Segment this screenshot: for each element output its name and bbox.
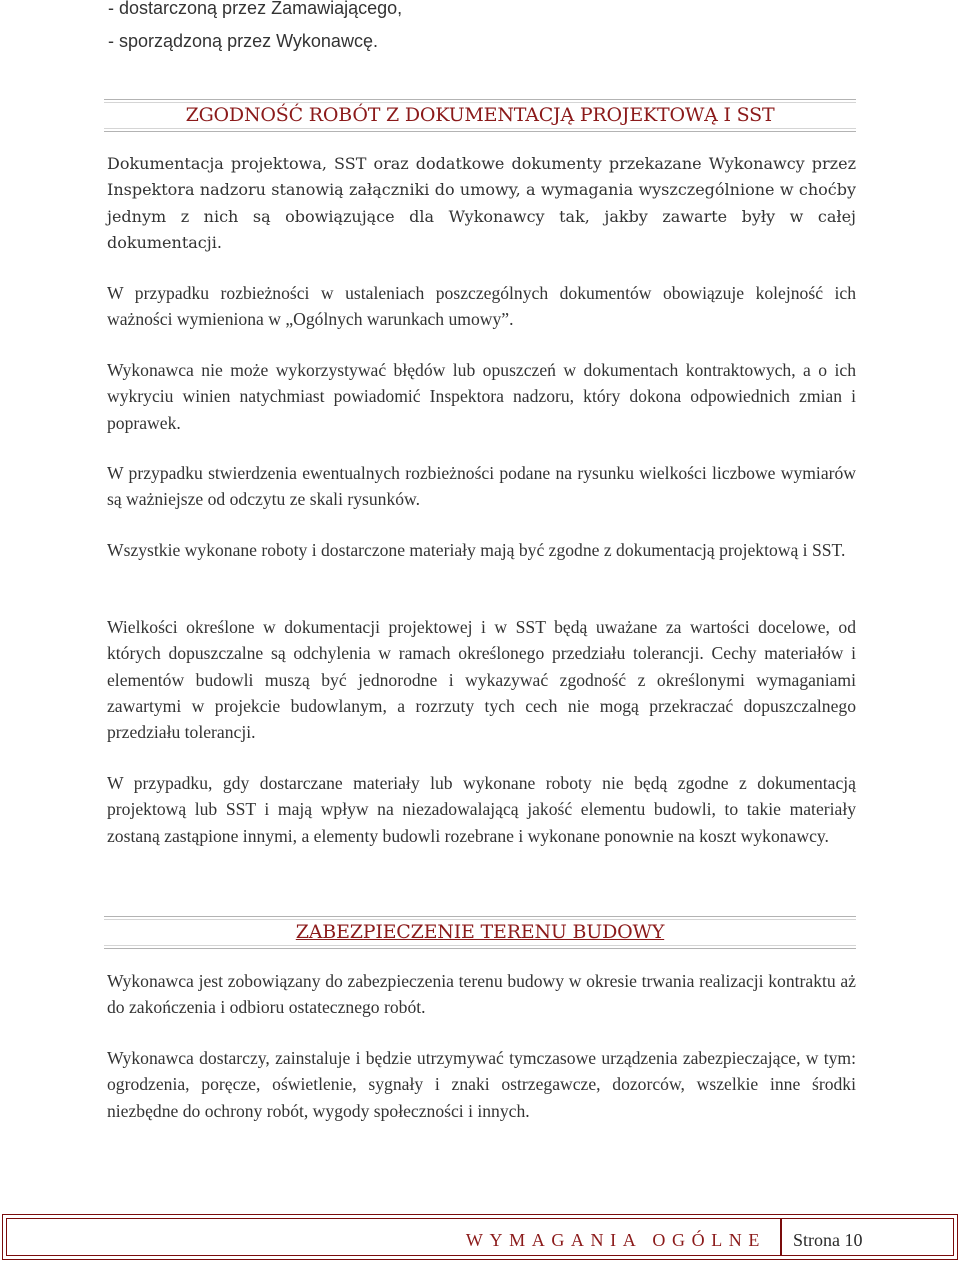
section-heading-label: ZGODNOŚĆ ROBÓT Z DOKUMENTACJĄ PROJEKTOWĄ I SST [185,104,775,126]
section-heading-zabezpieczenie [104,916,856,949]
section-heading-label: ZABEZPIECZENIE TERENU BUDOWY [295,921,665,943]
footer-inner-border [6,1218,954,1256]
section-heading-zgodnosc [104,99,856,132]
paragraph: Wielkości określone w dokumentacji projektowej i w SST będą uważane za wartości docelowe, od których dopuszczalne są odchylenia w ramach określonego przedziału tolerancji. Cechy materiałów i elementów budowli muszą być jednorodne i wykazywać zgodność z określonymi wymaganiami zawartymi w projekcie budowlanym, a rozrzuty tych cech nie mogą przekraczać dopuszczalnego przedziału tolerancji. [107,617,856,743]
paragraph: Dokumentacja projektowa, SST oraz dodatkowe dokumenty przekazane Wykonawcy przez Inspektora nadzoru stanowią załączniki do umowy, a wymagania wyszczególnione w choćby jednym z nich są obowiązujące dla Wykonawcy tak, jakby zawarte były w całej dokumentacji. [107,154,856,252]
list-item: - sporządzoną przez Wykonawcę. [108,31,378,51]
heading-rule-bottom [104,945,856,946]
paragraph: Wykonawca dostarczy, zainstaluje i będzie utrzymywać tymczasowe urządzenia zabezpieczające, w tym: ogrodzenia, poręcze, oświetlenie, sygnały i znaki ostrzegawcze, dozorców, wszelkie inne środki niezbędne do ochrony robót, wygody społeczności i innych. [107,1048,856,1121]
paragraph: Wykonawca nie może wykorzystywać błędów lub opuszczeń w dokumentach kontraktowych, a o ich wykryciu winien natychmiast powiadomić Inspektora nadzoru, który dokona odpowiednich zmian i poprawek. [107,360,856,433]
paragraph: W przypadku, gdy dostarczane materiały lub wykonane roboty nie będą zgodne z dokumentacją projektową lub SST i mają wpływ na niezadowalającą jakość elementu budowli, to takie materiały zostaną zastąpione innymi, a elementy budowli rozebrane i wykonane ponownie na koszt wykonawcy. [107,773,856,846]
list-item: - dostarczoną przez Zamawiającego, [108,0,403,18]
footer-page-number: Strona 10 [793,1230,863,1250]
paragraph: Wszystkie wykonane roboty i dostarczone materiały mają być zgodne z dokumentacją projektową i SST. [107,540,846,560]
footer-divider [780,1219,782,1255]
page-footer [2,1214,958,1260]
footer-document-title: WYMAGANIA OGÓLNE [465,1230,766,1250]
paragraph: Wykonawca jest zobowiązany do zabezpieczenia terenu budowy w okresie trwania realizacji kontraktu aż do zakończenia i odbioru ostatecznego robót. [107,971,856,1018]
heading-rule-bottom [104,128,856,129]
heading-rule-top [104,102,856,103]
heading-rule-top [104,919,856,920]
paragraph: W przypadku stwierdzenia ewentualnych rozbieżności podane na rysunku wielkości liczbowe wymiarów są ważniejsze od odczytu ze skali rysunków. [107,463,856,510]
paragraph: W przypadku rozbieżności w ustaleniach poszczególnych dokumentów obowiązuje kolejność ich ważności wymieniona w „Ogólnych warunkach umowy”. [107,283,856,330]
